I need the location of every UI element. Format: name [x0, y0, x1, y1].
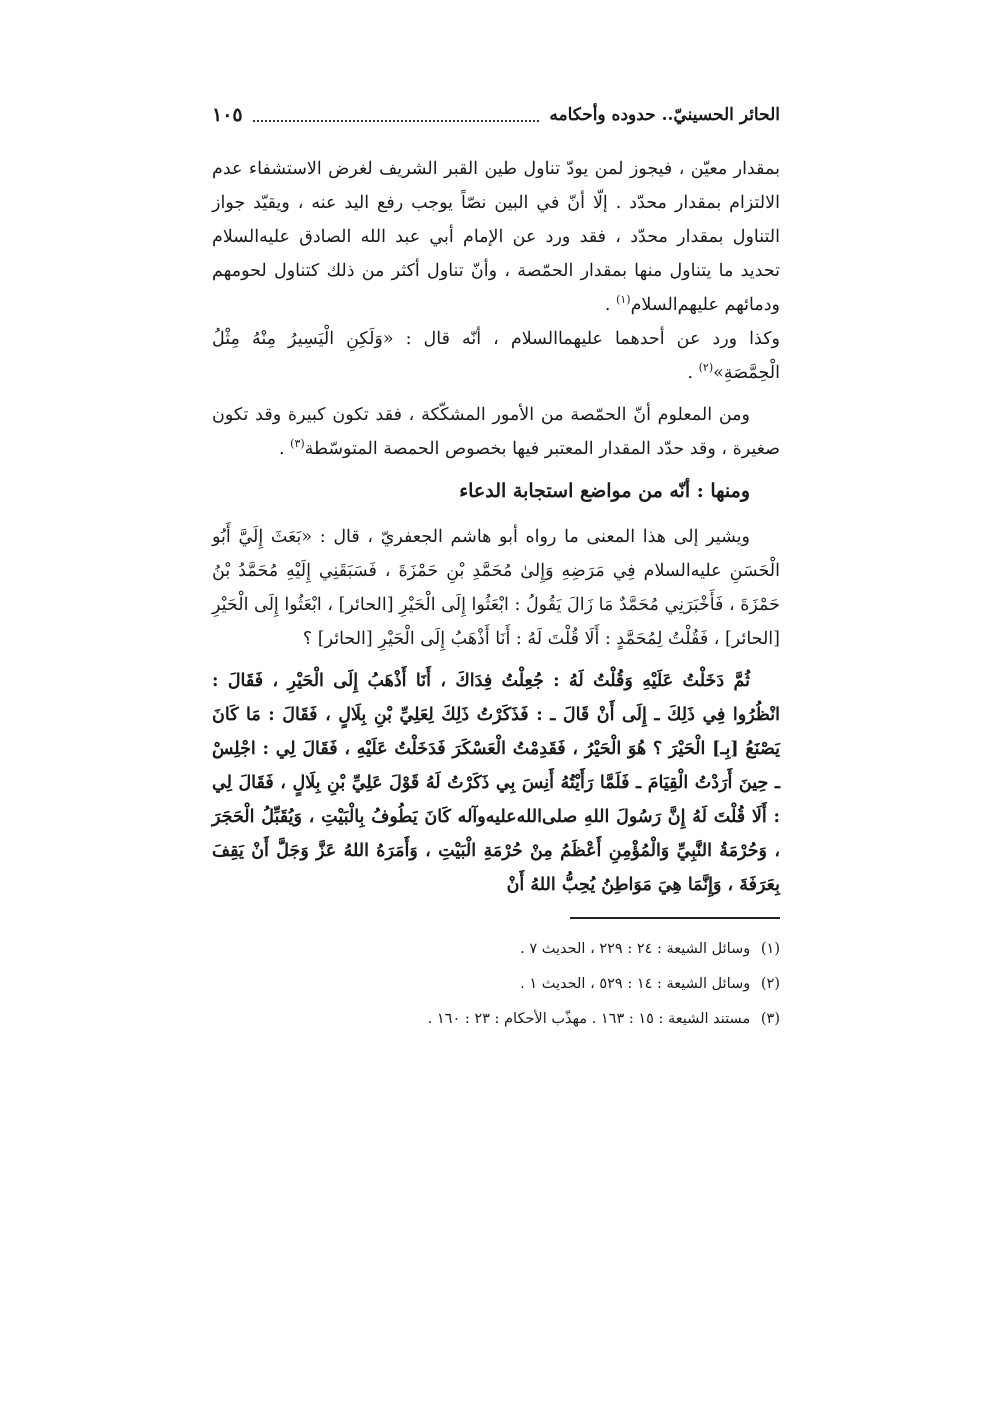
footnote-divider	[570, 917, 780, 919]
footnote-3-text: مستند الشيعة : ١٥ : ١٦٣ . مهذّب الأحكام : ٢٣ : ١٦٠ .	[427, 1011, 751, 1027]
footnote-2	[212, 967, 780, 1002]
paragraph-2: ومن المعلوم أنّ الحمّصة من الأمور المشكّكة ، فقد تكون كبيرة وقد تكون صغيرة ، وقد حدّد المقدار المعتبر فيها بخصوص الحمصة المتوسّطة$^{(٣)}$ .	[212, 405, 780, 459]
footnote-3-number: (٣)	[760, 1011, 780, 1027]
footnote-1-number: (١)	[760, 941, 780, 957]
footnote-marker-1: (١)	[616, 293, 631, 307]
footnote-2-text: وسائل الشيعة : ١٤ : ٥٢٩ ، الحديث ١ .	[520, 976, 751, 992]
paragraph-1: بمقدار معيّن ، فيجوز لمن يودّ تناول طين القبر الشريف لغرض الاستشفاء عدم الالتزام بمقدار محدّد . إلّا أنّ في البين نصّاً يوجب رفع اليد عنه ، ويقيّد جواز التناول بمقدار محدّد ، فقد ورد عن الإمام أبي عبد الله الصادق عليه‌السلام تحديد ما يتناول منها بمقدار الحمّصة ، وأنّ تناول أكثر من ذلك كتناول لحومهم ودمائهم عليهم‌السلام$^{(١)}$ . وكذا ورد عن أحدهما عليهما‌السلام ، أنّه قال : «وَلَكِنِ الْيَسِيرُ مِنْهُ مِثْلُ الْحِمَّصَةِ»$^{(٢)}$ .	[212, 159, 780, 383]
footnote-3	[212, 1002, 780, 1037]
page-number: ١٠٥	[212, 104, 243, 126]
hadith-paragraph-1: ويشير إلى هذا المعنى ما رواه أبو هاشم الجعفريّ ، قال : «بَعَثَ إِلَيَّ أَبُو الْحَسَنِ عليه‌السلام فِي مَرَضِهِ وَإِلىٰ مُحَمَّدِ بْنِ حَمْزَةَ ، فَسَبَقَنِي إِلَيْهِ مُحَمَّدُ بْنُ حَمْزَةَ ، فَأَخْبَرَنِي مُحَمَّدٌ مَا زَالَ يَقُولُ : ابْعَثُوا إِلَى الْحَيْرِ [الحائر] ، ابْعَثُوا إِلَى الْحَيْرِ [الحائر] ، فَقُلْتُ لِمُحَمَّدٍ : أَلَا قُلْتَ لَهُ : أَنَا أَذْهَبُ إِلَى الْحَيْرِ [الحائر] ؟	[212, 527, 780, 649]
footnote-2-number: (٢)	[760, 976, 780, 992]
footnote-marker-2: (٢)	[698, 361, 714, 375]
footnote-1	[212, 932, 780, 967]
footnote-1-text: وسائل الشيعة : ٢٤ : ٢٢٩ ، الحديث ٧ .	[520, 941, 751, 957]
header-leader-dots	[253, 108, 540, 122]
paragraph-1b-text: وكذا ورد عن أحدهما عليهما‌السلام ، أنّه قال : «وَلَكِنِ الْيَسِيرُ مِنْهُ مِثْلُ الْحِمَّصَةِ»	[212, 329, 780, 383]
running-header	[212, 98, 780, 132]
section-heading: ومنها : أنّه من مواضع استجابة الدعاء	[459, 480, 750, 502]
hadith-paragraph-2: ثُمَّ دَخَلْتُ عَلَيْهِ وَقُلْتُ لَهُ : جُعِلْتُ فِدَاكَ ، أَنَا أَذْهَبُ إِلَى الْحَيْرِ ، فَقَالَ : انْظُرُوا فِي ذَلِكَ ـ إِلَى أَنْ قَالَ ـ : فَذَكَرْتُ ذَلِكَ لِعَلِيِّ بْنِ بِلَالٍ ، فَقَالَ : مَا كَانَ يَصْنَعُ [بِـ] الْحَيْرَ ؟ هُوَ الْحَيْرُ ، فَقَدِمْتُ الْعَسْكَرَ فَدَخَلْتُ عَلَيْهِ ، فَقَالَ لِي : اجْلِسْ ـ حِينَ أَرَدْتُ الْقِيَامَ ـ فَلَمَّا رَأَيْتُهُ أَنِسَ بِي ذَكَرْتُ لَهُ قَوْلَ عَلِيِّ بْنِ بِلَالٍ ، فَقَالَ لِي : أَلَا قُلْتَ لَهُ إِنَّ رَسُولَ اللهِ صلى‌الله‌عليه‌وآله كَانَ يَطُوفُ بِالْبَيْتِ ، وَيُقَبِّلُ الْحَجَرَ ، وَحُرْمَةُ النَّبِيِّ وَالْمُؤْمِنِ أَعْظَمُ مِنْ حُرْمَةِ الْبَيْتِ ، وَأَمَرَهُ اللهُ عَزَّ وَجَلَّ أَنْ يَقِفَ بِعَرَفَةَ ، وَإِنَّمَا هِيَ مَوَاطِنُ يُحِبُّ اللهُ أَنْ	[212, 671, 780, 895]
footnote-marker-3: (٣)	[290, 437, 305, 451]
paragraph-2-text: ومن المعلوم أنّ الحمّصة من الأمور المشكّكة ، فقد تكون كبيرة وقد تكون صغيرة ، وقد حدّد المقدار المعتبر فيها بخصوص الحمصة المتوسّطة	[212, 405, 780, 459]
paragraph-1-text: بمقدار معيّن ، فيجوز لمن يودّ تناول طين القبر الشريف لغرض الاستشفاء عدم الالتزام بمقدار محدّد . إلّا أنّ في البين نصّاً يوجب رفع اليد عنه ، ويقيّد جواز التناول بمقدار محدّد ، فقد ورد عن الإمام أبي عبد الله الصادق عليه‌السلام تحديد ما يتناول منها بمقدار الحمّصة ، وأنّ تناول أكثر من ذلك كتناول لحومهم ودمائهم عليهم‌السلام	[212, 159, 780, 315]
running-title: الحائر الحسينيّ.. حدوده وأحكامه	[549, 105, 780, 125]
body-text	[212, 152, 780, 910]
footnotes	[212, 932, 780, 1037]
